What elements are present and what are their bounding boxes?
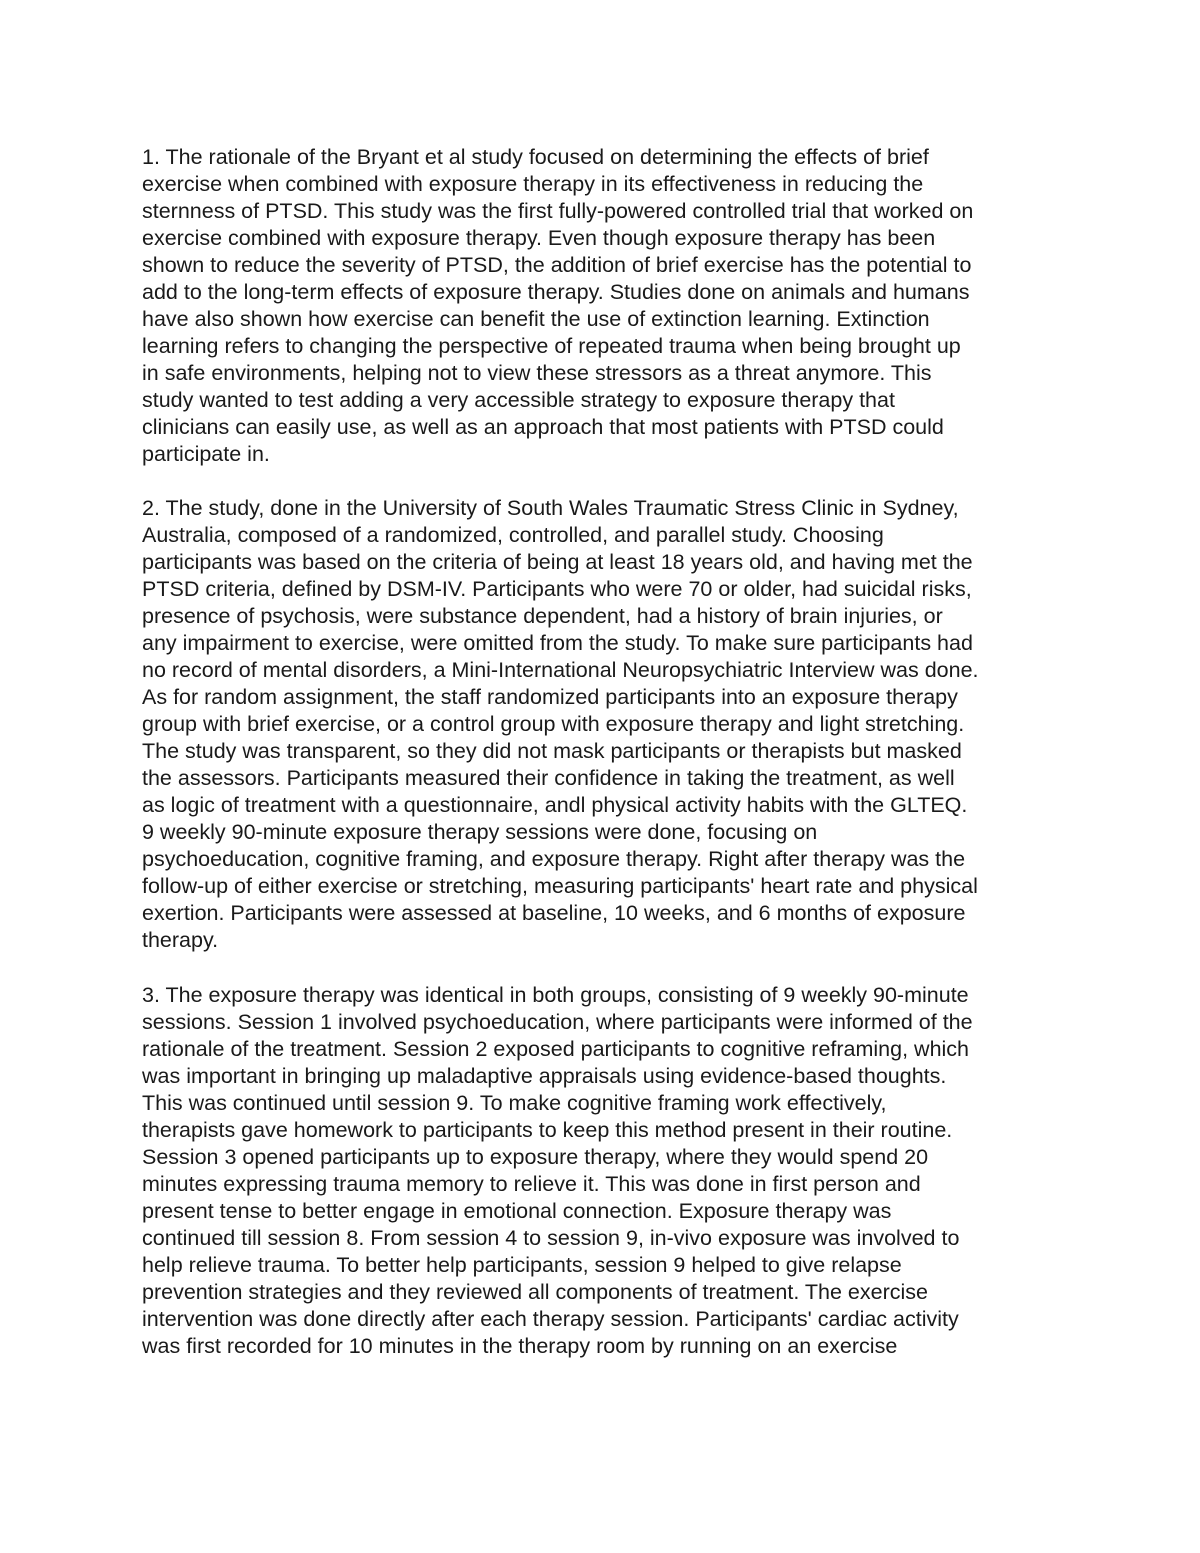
paragraph-line: add to the long-term effects of exposure therapy. Studies done on animals and humans [142,280,970,304]
paragraph-line: clinicians can easily use, as well as an approach that most patients with PTSD could [142,415,944,439]
paragraph-line: have also shown how exercise can benefit the use of extinction learning. Extinction [142,307,930,331]
paragraph-line: participate in. [142,442,270,466]
paragraph-line: was important in bringing up maladaptive appraisals using evidence-based thoughts. [142,1064,947,1088]
paragraph-line: shown to reduce the severity of PTSD, the addition of brief exercise has the potential to [142,253,972,277]
paragraph-line: as logic of treatment with a questionnaire, andl physical activity habits with the GLTEQ. [142,793,968,817]
paragraph-line: no record of mental disorders, a Mini-International Neuropsychiatric Interview was done. [142,658,979,682]
paragraph-line: present tense to better engage in emotional connection. Exposure therapy was [142,1199,892,1223]
paragraph-line: As for random assignment, the staff randomized participants into an exposure therapy [142,685,958,709]
paragraph-line: rationale of the treatment. Session 2 exposed participants to cognitive reframing, which [142,1037,970,1061]
paragraph-line: the assessors. Participants measured their confidence in taking the treatment, as well [142,766,955,790]
paragraph-line: learning refers to changing the perspective of repeated trauma when being brought up [142,334,961,358]
paragraph-line: presence of psychosis, were substance dependent, had a history of brain injuries, or [142,604,943,628]
paragraph-2 [142,495,1082,954]
paragraph-line: Session 3 opened participants up to exposure therapy, where they would spend 20 [142,1145,929,1169]
paragraph-line: prevention strategies and they reviewed all components of treatment. The exercise [142,1280,928,1304]
paragraph-line: therapy. [142,928,219,952]
paragraph-line: PTSD criteria, defined by DSM-IV. Participants who were 70 or older, had suicidal risks, [142,577,972,601]
paragraph-line: minutes expressing trauma memory to relieve it. This was done in first person and [142,1172,921,1196]
paragraph-line: continued till session 8. From session 4 to session 9, in-vivo exposure was involved to [142,1226,960,1250]
paragraph-line: sessions. Session 1 involved psychoeducation, where participants were informed of the [142,1010,973,1034]
paragraph-line: This was continued until session 9. To make cognitive framing work effectively, [142,1091,887,1115]
paragraph-line: exertion. Participants were assessed at baseline, 10 weeks, and 6 months of exposure [142,901,966,925]
paragraph-line: psychoeducation, cognitive framing, and exposure therapy. Right after therapy was the [142,847,966,871]
paragraph-line: intervention was done directly after each therapy session. Participants' cardiac activity [142,1307,959,1331]
paragraph-1 [142,144,1082,468]
paragraph-line: study wanted to test adding a very accessible strategy to exposure therapy that [142,388,895,412]
paragraph-line: therapists gave homework to participants to keep this method present in their routine. [142,1118,953,1142]
paragraph-line: Australia, composed of a randomized, controlled, and parallel study. Choosing [142,523,884,547]
paragraph-line: exercise when combined with exposure therapy in its effectiveness in reducing the [142,172,924,196]
paragraph-line: The study was transparent, so they did not mask participants or therapists but masked [142,739,962,763]
paragraph-line: follow-up of either exercise or stretching, measuring participants' heart rate and physical [142,874,978,898]
paragraph-line: group with brief exercise, or a control group with exposure therapy and light stretching. [142,712,965,736]
paragraph-line: in safe environments, helping not to view these stressors as a threat anymore. This [142,361,932,385]
paragraph-line: 1. The rationale of the Bryant et al study focused on determining the effects of brief [142,145,929,169]
paragraph-line: any impairment to exercise, were omitted from the study. To make sure participants had [142,631,973,655]
paragraph-line: sternness of PTSD. This study was the first fully-powered controlled trial that worked on [142,199,974,223]
paragraph-line: participants was based on the criteria of being at least 18 years old, and having met the [142,550,973,574]
paragraph-line: help relieve trauma. To better help participants, session 9 helped to give relapse [142,1253,902,1277]
paragraph-line: 3. The exposure therapy was identical in both groups, consisting of 9 weekly 90-minute [142,983,969,1007]
paragraph-line: exercise combined with exposure therapy. Even though exposure therapy has been [142,226,936,250]
paragraph-3 [142,982,1082,1360]
paragraph-line: 2. The study, done in the University of South Wales Traumatic Stress Clinic in Sydney, [142,496,959,520]
paragraph-line: was first recorded for 10 minutes in the therapy room by running on an exercise [142,1334,898,1358]
paragraph-line: 9 weekly 90-minute exposure therapy sessions were done, focusing on [142,820,818,844]
